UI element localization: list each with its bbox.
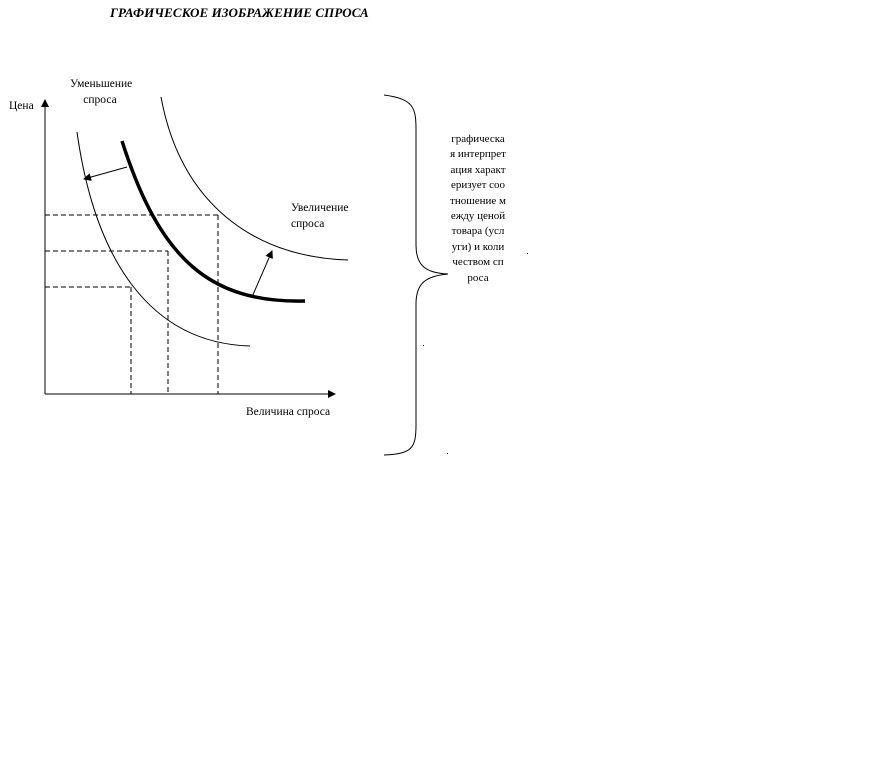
dashed-guides <box>45 215 218 394</box>
side-note: графическая интерпретация характеризует соотношение между ценой товара (услуги) и количеством спроса <box>450 133 506 284</box>
x-axis-label: Величина спроса <box>246 406 331 418</box>
increase-demand-label: Увеличение спроса <box>291 202 349 230</box>
y-axis-label: Цена <box>9 100 34 112</box>
increase-shift-arrow <box>252 251 272 297</box>
decrease-shift-arrow <box>84 167 127 179</box>
curly-brace <box>384 95 448 455</box>
decrease-demand-label: Уменьшение спроса <box>70 78 133 106</box>
increased-demand-curve <box>161 97 348 260</box>
decreased-demand-curve <box>77 132 250 346</box>
base-demand-curve <box>122 141 305 301</box>
page-title: ГРАФИЧЕСКОЕ ИЗОБРАЖЕНИЕ СПРОСА <box>110 5 369 20</box>
